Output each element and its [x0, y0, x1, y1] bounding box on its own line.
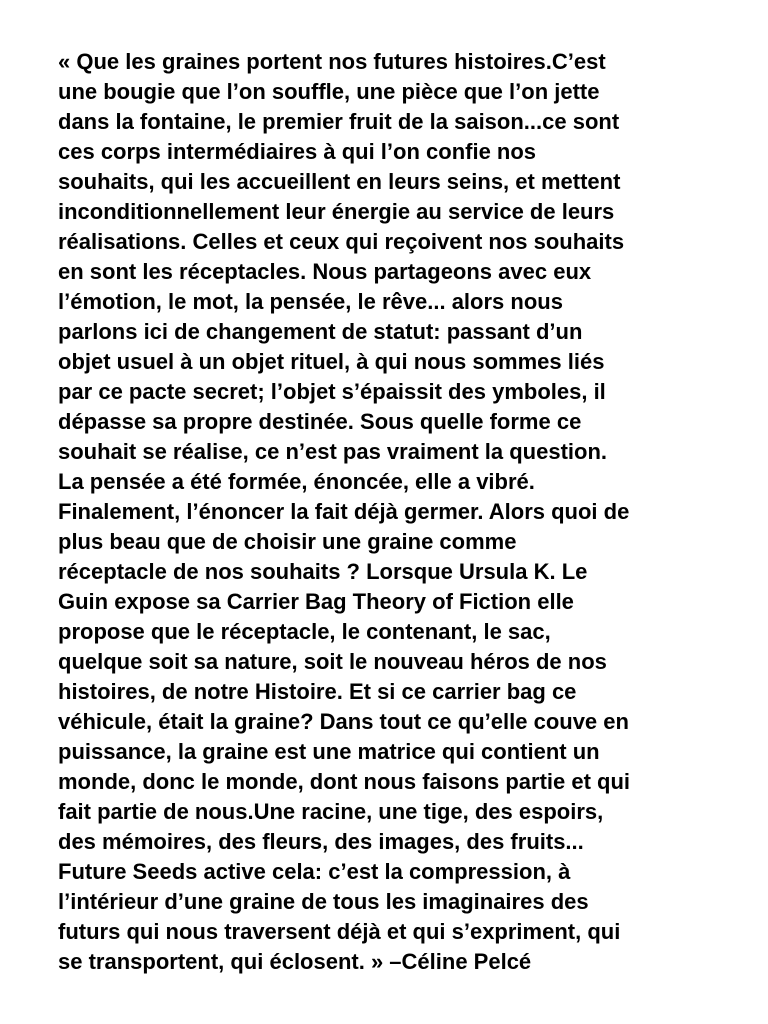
quote-line: dépasse sa propre destinée. Sous quelle forme ce	[58, 409, 582, 434]
quote-line: véhicule, était la graine? Dans tout ce qu’elle couve en	[58, 709, 629, 734]
quote-line: Guin expose sa Carrier Bag Theory of Fiction elle	[58, 589, 574, 614]
quote-line: histoires, de notre Histoire. Et si ce carrier bag ce	[58, 679, 577, 704]
quote-line: l’émotion, le mot, la pensée, le rêve... alors nous	[58, 289, 563, 314]
quote-line: quelque soit sa nature, soit le nouveau héros de nos	[58, 649, 607, 674]
quote-line: par ce pacte secret; l’objet s’épaissit des ymboles, il	[58, 379, 606, 404]
quote-line: parlons ici de changement de statut: passant d’un	[58, 319, 583, 344]
quote-paragraph	[58, 47, 738, 977]
quote-line: dans la fontaine, le premier fruit de la saison...ce sont	[58, 109, 620, 134]
quote-line: souhaits, qui les accueillent en leurs seins, et mettent	[58, 169, 621, 194]
quote-line: puissance, la graine est une matrice qui contient un	[58, 739, 600, 764]
quote-line: réalisations. Celles et ceux qui reçoivent nos souhaits	[58, 229, 625, 254]
quote-line: propose que le réceptacle, le contenant, le sac,	[58, 619, 551, 644]
quote-line: souhait se réalise, ce n’est pas vraiment la question.	[58, 439, 607, 464]
quote-line: une bougie que l’on souffle, une pièce que l’on jette	[58, 79, 600, 104]
quote-line: ces corps intermédiaires à qui l’on confie nos	[58, 139, 537, 164]
quote-line: Finalement, l’énoncer la fait déjà germer. Alors quoi de	[58, 499, 630, 524]
quote-line: objet usuel à un objet rituel, à qui nous sommes liés	[58, 349, 605, 374]
quote-line: futurs qui nous traversent déjà et qui s’expriment, qui	[58, 919, 621, 944]
quote-line: l’intérieur d’une graine de tous les imaginaires des	[58, 889, 589, 914]
quote-line: « Que les graines portent nos futures histoires.C’est	[58, 49, 606, 74]
quote-line: des mémoires, des fleurs, des images, des fruits...	[58, 829, 584, 854]
quote-line: en sont les réceptacles. Nous partageons avec eux	[58, 259, 592, 284]
quote-attribution-line: se transportent, qui éclosent. » –Céline Pelcé	[58, 949, 532, 974]
quote-line: réceptacle de nos souhaits ? Lorsque Ursula K. Le	[58, 559, 588, 584]
quote-line: La pensée a été formée, énoncée, elle a vibré.	[58, 469, 535, 494]
quote-line: inconditionnellement leur énergie au service de leurs	[58, 199, 615, 224]
quote-line: monde, donc le monde, dont nous faisons partie et qui	[58, 769, 631, 794]
quote-line: plus beau que de choisir une graine comme	[58, 529, 517, 554]
quote-line: fait partie de nous.Une racine, une tige, des espoirs,	[58, 799, 604, 824]
quote-line: Future Seeds active cela: c’est la compression, à	[58, 859, 571, 884]
